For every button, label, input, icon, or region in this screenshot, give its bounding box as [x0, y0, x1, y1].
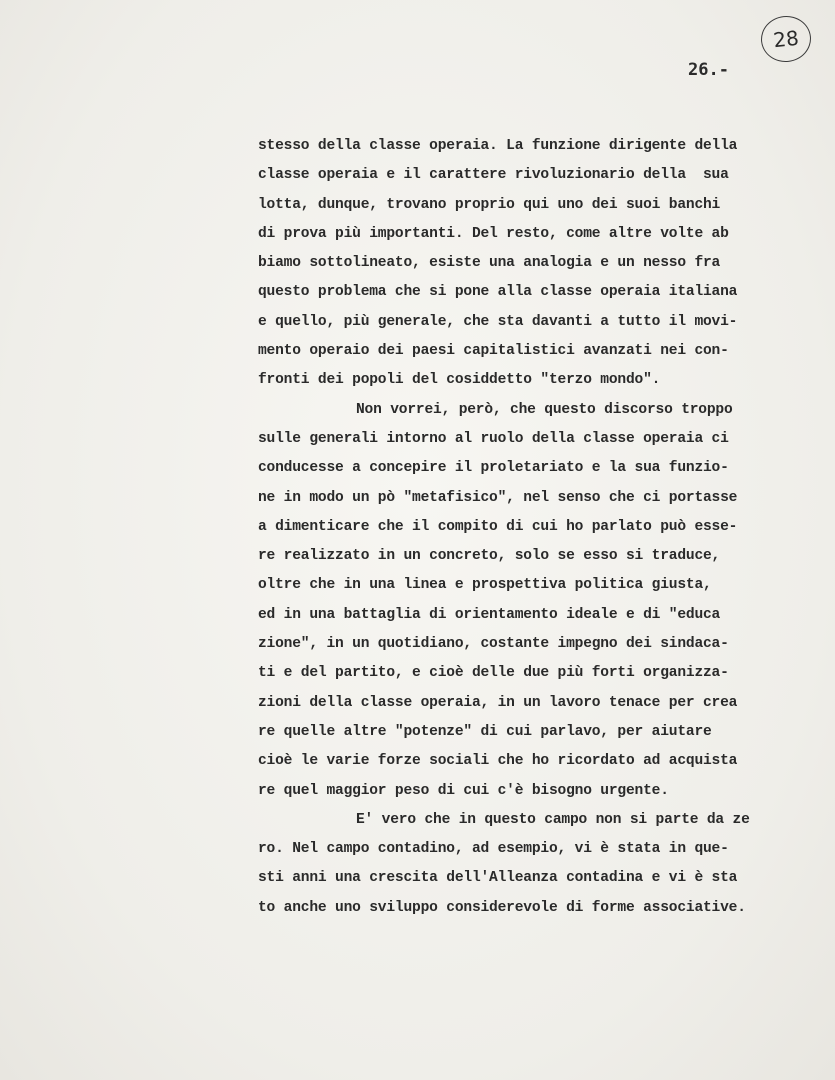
- text-line: conducesse a concepire il proletariato e la sua funzio-: [258, 460, 729, 477]
- text-line: a dimenticare che il compito di cui ho parlato può esse-: [258, 518, 738, 535]
- text-line: oltre che in una linea e prospettiva politica giusta,: [258, 577, 712, 594]
- text-line: E' vero che in questo campo non si parte da ze: [356, 811, 750, 828]
- text-line: ed in una battaglia di orientamento ideale e di "educa: [258, 606, 721, 623]
- text-line: lotta, dunque, trovano proprio qui uno dei suoi banchi: [258, 196, 721, 213]
- text-line: zioni della classe operaia, in un lavoro tenace per crea: [258, 694, 738, 711]
- paragraph-3: [258, 806, 818, 923]
- archive-stamp: [759, 14, 814, 65]
- text-line: di prova più importanti. Del resto, come altre volte ab: [258, 225, 729, 242]
- text-line: to anche uno sviluppo considerevole di forme associative.: [258, 899, 746, 916]
- text-line: ti e del partito, e cioè delle due più forti organizza-: [258, 665, 729, 682]
- text-line: re quel maggior peso di cui c'è bisogno urgente.: [258, 782, 669, 799]
- text-line: cioè le varie forze sociali che ho ricordato ad acquista: [258, 753, 738, 770]
- body-text: [258, 132, 818, 923]
- text-line: ro. Nel campo contadino, ad esempio, vi è stata in que-: [258, 841, 729, 858]
- paragraph-2: [258, 396, 818, 806]
- text-line: fronti dei popoli del cosiddetto "terzo mondo".: [258, 372, 661, 389]
- text-line: stesso della classe operaia. La funzione dirigente della: [258, 138, 738, 154]
- text-line: mento operaio dei paesi capitalistici avanzati nei con-: [258, 343, 729, 360]
- paragraph-1: [258, 132, 818, 396]
- stamp-number: 28: [772, 25, 800, 53]
- page-number: 26.-: [688, 60, 729, 80]
- text-line: re quelle altre "potenze" di cui parlavo, per aiutare: [258, 723, 712, 740]
- text-line: Non vorrei, però, che questo discorso troppo: [356, 401, 733, 418]
- text-line: e quello, più generale, che sta davanti a tutto il movi-: [258, 313, 738, 330]
- text-line: biamo sottolineato, esiste una analogia e un nesso fra: [258, 255, 721, 272]
- text-line: zione", in un quotidiano, costante impegno dei sindaca-: [258, 636, 729, 653]
- text-line: classe operaia e il carattere rivoluzionario della sua: [258, 167, 729, 184]
- text-line: re realizzato in un concreto, solo se esso si traduce,: [258, 548, 721, 565]
- text-line: ne in modo un pò "metafisico", nel senso che ci portasse: [258, 489, 738, 506]
- text-line: sti anni una crescita dell'Alleanza contadina e vi è sta: [258, 870, 738, 887]
- text-line: questo problema che si pone alla classe operaia italiana: [258, 284, 738, 301]
- text-line: sulle generali intorno al ruolo della classe operaia ci: [258, 430, 729, 447]
